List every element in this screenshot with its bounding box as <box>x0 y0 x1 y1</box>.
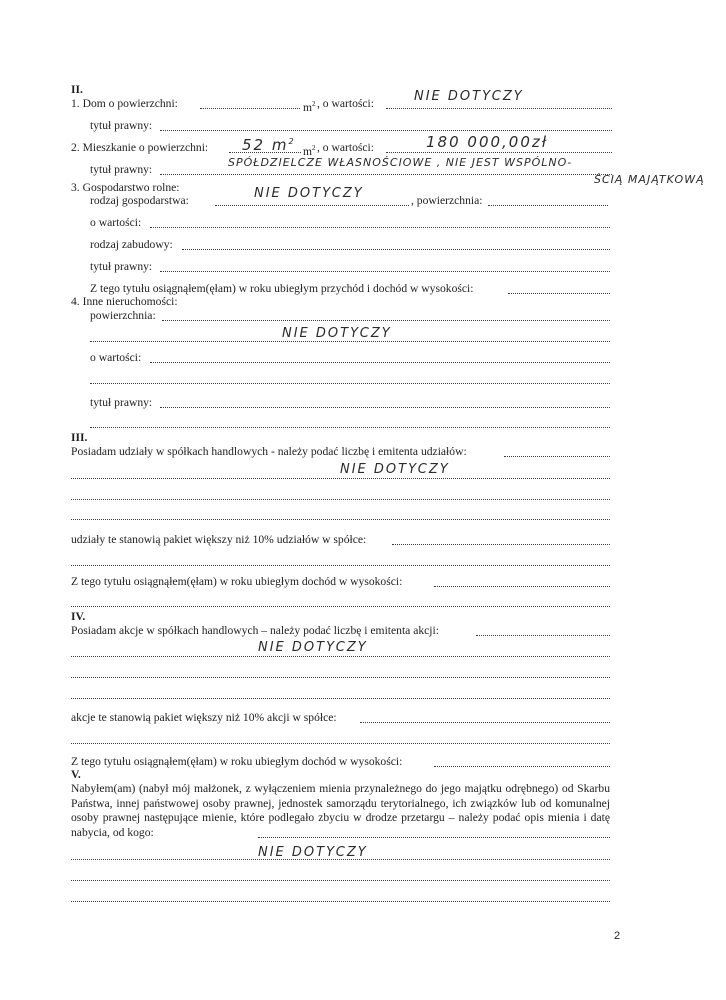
house-value-handwriting: NIE DOTYCZY <box>414 89 524 104</box>
section-v-heading: V. <box>71 768 81 781</box>
flat-area-unit: $m^2$ <box>303 144 316 158</box>
stocks-line-3 <box>71 677 610 678</box>
stocks-line <box>476 635 610 636</box>
other-property-handwriting: NIE DOTYCZY <box>282 326 392 341</box>
stocks-package-label: akcje te stanowią pakiet większy niż 10% akcji w spółce: <box>71 711 337 724</box>
acquisition-handwriting: NIE DOTYCZY <box>258 845 368 860</box>
farm-income-label: Z tego tytułu osiągnąłem(ęłam) w roku ubiegłym przychód i dochód w wysokości: <box>90 282 474 295</box>
farm-value-label: o wartości: <box>90 216 142 229</box>
other-property-area-line <box>162 320 610 321</box>
acquisition-line-2 <box>71 859 610 860</box>
shares-line-2 <box>71 478 610 479</box>
shares-line-4 <box>71 519 610 520</box>
acquisition-line <box>258 837 610 838</box>
house-title-line <box>160 130 612 131</box>
stocks-line-2 <box>71 656 610 657</box>
flat-value-handwriting: 180 000,00zł <box>426 133 549 151</box>
page-number: 2 <box>614 930 621 942</box>
shares-income-line <box>434 586 610 587</box>
shares-label: Posiadam udziały w spółkach handlowych - należy podać liczbę i emitenta udziałów: <box>71 445 467 458</box>
farm-title-label: tytuł prawny: <box>90 260 153 273</box>
acquisition-line-4 <box>71 901 610 902</box>
farm-area-line <box>488 205 608 206</box>
farm-type-handwriting: NIE DOTYCZY <box>254 186 364 201</box>
flat-title-handwriting: SPÓŁDZIELCZE WŁASNOŚCIOWE , NIE JEST WSPÓLNO- <box>228 156 573 169</box>
house-area-line <box>200 108 300 109</box>
section-iv-heading: IV. <box>71 610 86 623</box>
other-property-title-label: tytuł prawny: <box>90 396 153 409</box>
shares-package-line-2 <box>71 565 610 566</box>
shares-income-line-2 <box>71 606 610 607</box>
farm-area-label: , powierzchnia: <box>411 194 483 207</box>
stocks-package-line-2 <box>71 743 610 744</box>
flat-title-line <box>160 174 612 175</box>
other-property-value-label: o wartości: <box>90 351 142 364</box>
stocks-income-label: Z tego tytułu osiągnąłem(ęłam) w roku ubiegłym dochód w wysokości: <box>71 755 403 768</box>
flat-value-line <box>386 152 612 153</box>
flat-area-label: 2. Mieszkanie o powierzchni: <box>71 141 209 154</box>
house-value-label: , o wartości: <box>317 97 374 110</box>
house-title-label: tytuł prawny: <box>90 119 153 132</box>
shares-package-line <box>392 544 610 545</box>
shares-line-3 <box>71 499 610 500</box>
other-property-area-label: powierzchnia: <box>90 309 156 322</box>
flat-title-handwriting-continued: ŚCIĄ MAJĄTKOWĄ <box>594 173 705 186</box>
stocks-handwriting: NIE DOTYCZY <box>258 640 368 655</box>
acquisition-paragraph: Nabyłem(am) (nabył mój małżonek, z wyłączeniem mienia przynależnego do jego majątku odrębnego) od Skarbu Państwa, innej państwowej osoby prawnej, jednostek samorządu terytorialnego, ich związków lub od komunalnej osoby prawnej następujące mienie, które podlegało zbyciu w drodze przetargu – należy podać opis mienia i datę nabycia, od kogo: <box>71 782 610 839</box>
flat-value-label: , o wartości: <box>317 141 374 154</box>
farm-type-label: rodzaj gospodarstwa: <box>90 194 189 207</box>
farm-value-line <box>150 227 610 228</box>
farm-income-line <box>508 293 610 294</box>
other-property-label: 4. Inne nieruchomości: <box>71 295 178 308</box>
house-area-label: 1. Dom o powierzchni: <box>71 97 178 110</box>
house-area-unit: $m^2$ <box>303 100 316 114</box>
flat-title-label: tytuł prawny: <box>90 163 153 176</box>
farm-buildings-label: rodzaj zabudowy: <box>90 238 173 251</box>
flat-area-handwriting: 52 $m^2$ <box>242 136 296 154</box>
shares-income-label: Z tego tytułu osiągnąłem(ęłam) w roku ubiegłym dochód w wysokości: <box>71 575 403 588</box>
stocks-line-4 <box>71 698 610 699</box>
other-property-value-line <box>150 362 610 363</box>
shares-handwriting: NIE DOTYCZY <box>340 462 450 477</box>
stocks-income-line <box>434 766 610 767</box>
farm-label: 3. Gospodarstwo rolne: <box>71 181 180 194</box>
stocks-label: Posiadam akcje w spółkach handlowych – należy podać liczbę i emitenta akcji: <box>71 624 439 637</box>
farm-title-line <box>160 271 610 272</box>
section-iii-heading: III. <box>71 431 88 444</box>
acquisition-line-3 <box>71 880 610 881</box>
stocks-package-line <box>360 722 610 723</box>
shares-package-label: udziały te stanowią pakiet większy niż 10% udziałów w spółce: <box>71 533 367 546</box>
other-property-value-line-2 <box>90 383 610 384</box>
farm-buildings-line <box>182 249 610 250</box>
other-property-title-line <box>160 407 610 408</box>
section-ii-heading: II. <box>71 83 83 96</box>
house-value-line <box>386 108 612 109</box>
other-property-title-line-2 <box>90 427 610 428</box>
farm-type-line <box>215 205 409 206</box>
shares-line <box>504 456 610 457</box>
